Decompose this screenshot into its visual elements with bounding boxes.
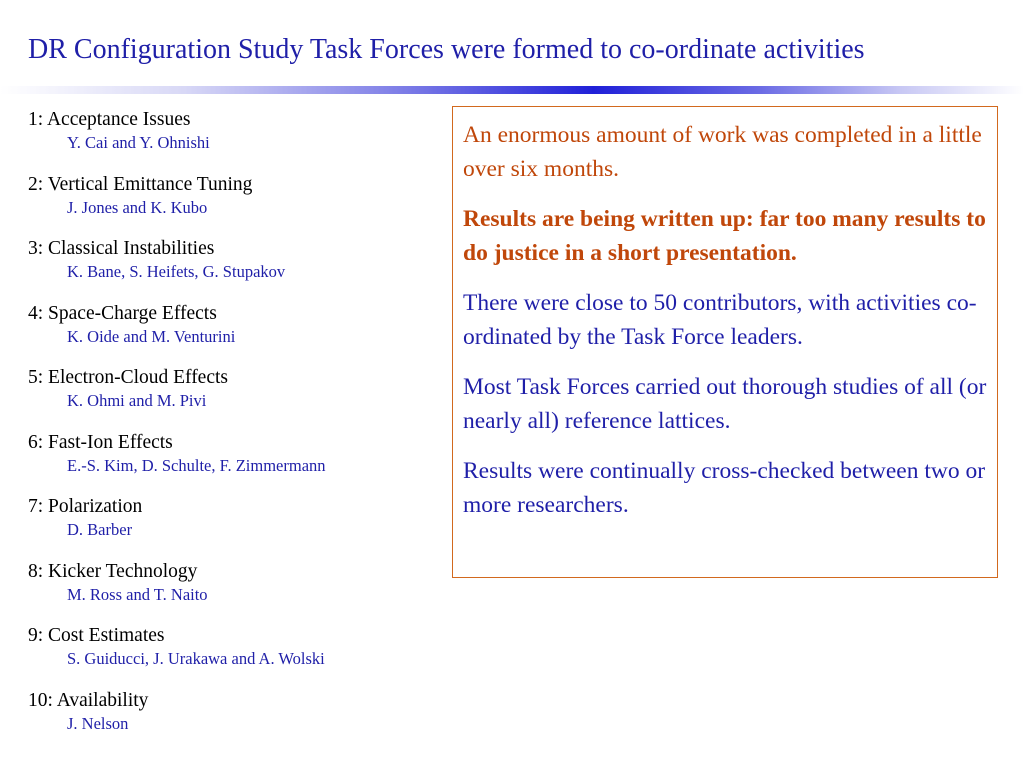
slide-title: DR Configuration Study Task Forces were formed to co-ordinate activities xyxy=(28,34,865,65)
task-force-item xyxy=(28,302,438,367)
task-force-title: 2: Vertical Emittance Tuning xyxy=(28,173,253,195)
task-force-title: 3: Classical Instabilities xyxy=(28,238,215,259)
task-force-leaders: S. Guiducci, J. Urakawa and A. Wolski xyxy=(67,649,325,668)
task-force-title: 6: Fast-Ion Effects xyxy=(28,431,173,453)
summary-box xyxy=(452,106,998,578)
task-force-item xyxy=(28,560,438,625)
task-force-leaders: K. Ohmi and M. Pivi xyxy=(67,391,207,410)
task-force-title: 1: Acceptance Issues xyxy=(28,109,191,130)
task-force-leaders: M. Ross and T. Naito xyxy=(67,584,208,604)
summary-paragraph-reference-lattices: Most Task Forces carried out thorough studies of all (or nearly all) reference lattices. xyxy=(463,374,987,434)
summary-paragraph-results-written: Results are being written up: far too many results to do justice in a short presentation. xyxy=(463,206,986,266)
task-force-title: 5: Electron-Cloud Effects xyxy=(28,367,228,388)
task-force-leaders: D. Barber xyxy=(67,520,133,539)
task-force-item xyxy=(28,237,438,302)
task-force-item xyxy=(28,495,438,560)
task-force-item xyxy=(28,624,438,689)
summary-paragraph-contributors: There were close to 50 contributors, with activities co-ordinated by the Task Force leaders. xyxy=(463,290,977,350)
task-force-leaders: K. Bane, S. Heifets, G. Stupakov xyxy=(67,262,286,281)
task-force-item xyxy=(28,431,438,496)
task-force-item xyxy=(28,366,438,431)
task-force-title: 4: Space-Charge Effects xyxy=(28,302,217,324)
task-force-item xyxy=(28,108,438,173)
task-force-item xyxy=(28,689,438,754)
task-force-leaders: J. Jones and K. Kubo xyxy=(67,197,208,217)
task-force-list xyxy=(28,108,438,753)
task-force-title: 8: Kicker Technology xyxy=(28,560,198,582)
task-force-item xyxy=(28,173,438,238)
summary-paragraph-work-completed: An enormous amount of work was completed in a little over six months. xyxy=(463,122,982,182)
task-force-leaders: J. Nelson xyxy=(67,713,129,733)
task-force-leaders: E.-S. Kim, D. Schulte, F. Zimmermann xyxy=(67,455,326,475)
task-force-title: 7: Polarization xyxy=(28,496,143,517)
summary-paragraph-cross-checked: Results were continually cross-checked between two or more researchers. xyxy=(463,458,986,518)
task-force-leaders: Y. Cai and Y. Ohnishi xyxy=(67,133,210,152)
task-force-leaders: K. Oide and M. Venturini xyxy=(67,326,236,346)
task-force-title: 10: Availability xyxy=(28,689,149,711)
title-underline-bar xyxy=(0,86,1024,94)
task-force-title: 9: Cost Estimates xyxy=(28,625,165,646)
